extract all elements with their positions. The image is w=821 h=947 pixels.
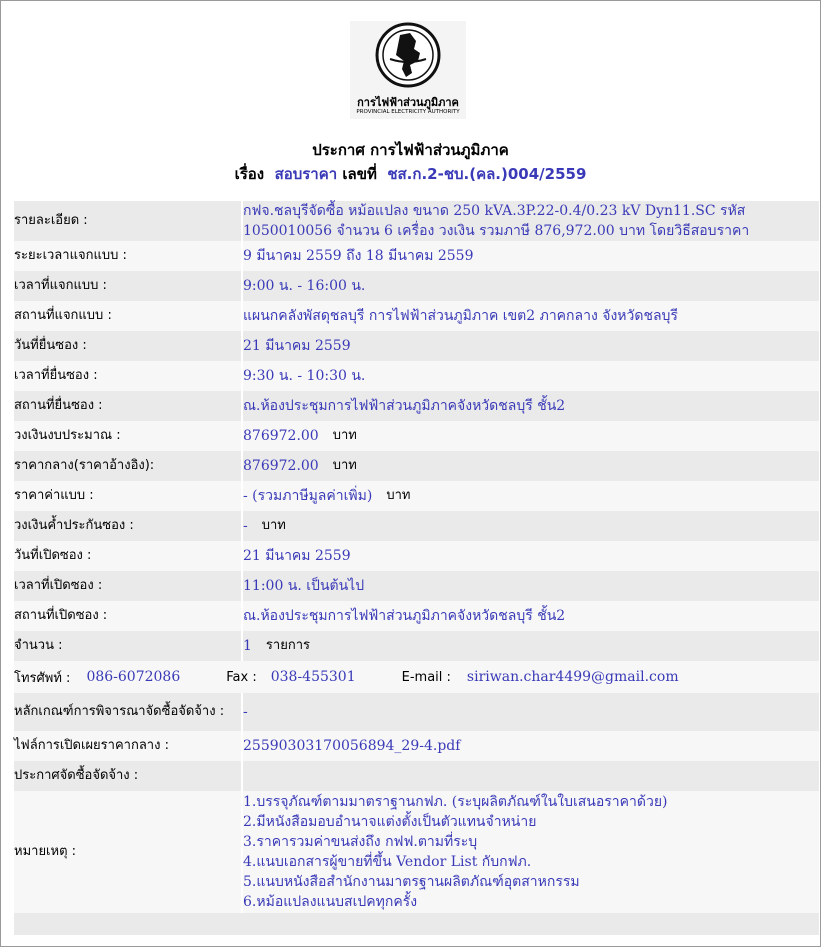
row-doc-price — [14, 481, 819, 511]
value-doc-price — [243, 481, 819, 511]
label-doc-price: ราคาค่าแบบ : — [14, 488, 94, 503]
pea-logo — [350, 21, 466, 119]
label-price-file: ไฟล์การเปิดเผยราคากลาง : — [14, 738, 169, 753]
email-link[interactable]: siriwan.char4499@gmail.com — [466, 669, 679, 685]
value-procurement — [243, 761, 819, 791]
note-item: 1.บรรจุภัณฑ์ตามมาตราฐานกฟภ. (ระบุผลิตภัณฑ์ในใบเสนอราคาด้วย) — [243, 794, 668, 810]
guarantee-unit: บาท — [261, 518, 286, 533]
value-submit-date: 21 มีนาคม 2559 — [243, 338, 351, 354]
row-open-date — [14, 541, 819, 571]
row-price-file — [14, 731, 819, 761]
note-item: 2.มีหนังสือมอบอำนาจแต่งตั้งเป็นตัวแทนจำหน่าย — [243, 814, 537, 830]
label-quantity: จำนวน : — [14, 638, 63, 653]
label-open-time: เวลาที่เปิดซอง : — [14, 578, 103, 593]
subject-label: เรื่อง — [234, 165, 265, 183]
label-budget: วงเงินงบประมาณ : — [14, 428, 121, 443]
row-contact — [14, 661, 819, 693]
row-open-time — [14, 571, 819, 601]
label-notes: หมายเหตุ : — [14, 844, 77, 859]
page-title: ประกาศ การไฟฟ้าส่วนภูมิภาค — [312, 141, 509, 159]
number-label: เลขที่ — [342, 165, 377, 183]
fax-label: Fax : — [226, 669, 257, 685]
note-item: 4.แนบเอกสารผู้ขายที่ขึ้น Vendor List กับกฟภ. — [243, 854, 532, 870]
value-open-time: 11:00 น. เป็นต้นไป — [243, 578, 365, 594]
value-budget — [243, 421, 819, 451]
value-submit-place: ณ.ห้องประชุมการไฟฟ้าส่วนภูมิภาคจังหวัดชลบุรี ชั้น2 — [243, 398, 566, 414]
notes-list — [243, 792, 668, 912]
row-dist-time — [14, 271, 819, 301]
value-criteria: - — [243, 704, 248, 720]
guarantee-amount: - — [243, 518, 248, 534]
row-submit-time — [14, 361, 819, 391]
label-submit-time: เวลาที่ยื่นซอง : — [14, 368, 98, 383]
row-submit-date — [14, 331, 819, 361]
ref-price-unit: บาท — [332, 458, 357, 473]
price-file-link[interactable]: 25590303170056894_29-4.pdf — [243, 738, 461, 754]
ref-price-amount: 876972.00 — [243, 458, 319, 474]
number-value: ชส.ก.2-ชบ.(คล.)004/2559 — [387, 165, 587, 183]
value-dist-period: 9 มีนาคม 2559 ถึง 18 มีนาคม 2559 — [243, 248, 474, 264]
value-dist-place: แผนกคลังพัสดุชลบุรี การไฟฟ้าส่วนภูมิภาค เขต2 ภาคกลาง จังหวัดชลบุรี — [243, 308, 678, 324]
row-dist-period — [14, 241, 819, 271]
doc-price-amount: - (รวมภาษีมูลค่าเพิ่ม) — [243, 488, 373, 504]
row-notes — [14, 791, 819, 913]
row-procurement — [14, 761, 819, 791]
label-submit-date: วันที่ยื่นซอง : — [14, 338, 87, 353]
label-guarantee: วงเงินค้ำประกันซอง : — [14, 518, 134, 533]
value-submit-time: 9:30 น. - 10:30 น. — [243, 368, 366, 384]
logo-org-thai: การไฟฟ้าส่วนภูมิภาค — [357, 96, 459, 109]
row-detail — [14, 201, 819, 241]
row-dist-place — [14, 301, 819, 331]
row-submit-place — [14, 391, 819, 421]
email-label: E-mail : — [401, 669, 451, 685]
subject-line — [0, 162, 821, 186]
label-open-place: สถานที่เปิดซอง : — [14, 608, 108, 623]
label-open-date: วันที่เปิดซอง : — [14, 548, 92, 563]
label-dist-place: สถานที่แจกแบบ : — [14, 308, 112, 323]
label-detail: รายละเอียด : — [14, 213, 88, 228]
row-budget — [14, 421, 819, 451]
note-item: 3.ราคารวมค่าขนส่งถึง กฟฟ.ตามที่ระบุ — [243, 834, 478, 850]
label-dist-period: ระยะเวลาแจกแบบ : — [14, 248, 127, 263]
detail-table — [14, 201, 819, 935]
row-open-place — [14, 601, 819, 631]
phone-value: 086-6072086 — [86, 669, 181, 685]
fax-value: 038-455301 — [270, 669, 356, 685]
note-item: 6.หม้อแปลงแนบสเปคทุกครั้ง — [243, 894, 418, 910]
label-procurement: ประกาศจัดซื้อจัดจ้าง : — [14, 768, 139, 783]
label-submit-place: สถานที่ยื่นซอง : — [14, 398, 103, 413]
budget-amount: 876972.00 — [243, 428, 319, 444]
logo-org-english: PROVINCIAL ELECTRICITY AUTHORITY — [356, 109, 460, 115]
value-open-place: ณ.ห้องประชุมการไฟฟ้าส่วนภูมิภาคจังหวัดชลบุรี ชั้น2 — [243, 608, 566, 624]
value-open-date: 21 มีนาคม 2559 — [243, 548, 351, 564]
value-guarantee — [243, 511, 819, 541]
row-ref-price — [14, 451, 819, 481]
row-criteria — [14, 693, 819, 731]
doc-price-unit: บาท — [386, 488, 411, 503]
value-detail: กฟจ.ชลบุรีจัดซื้อ หม้อแปลง ขนาด 250 kVA.3P.22-0.4/0.23 kV Dyn11.SC รหัส 1050010056 จำนวน 6 เครื่อง วงเงิน รวมภาษี 876,972.00 บาท โดยวิธีสอบราคา — [243, 203, 750, 239]
quantity-amount: 1 — [243, 638, 252, 654]
phone-label: โทรศัพท์ : — [14, 670, 71, 686]
value-dist-time: 9:00 น. - 16:00 น. — [243, 278, 366, 294]
row-quantity — [14, 631, 819, 661]
quantity-unit: รายการ — [265, 638, 310, 653]
note-item: 5.แนบหนังสือสำนักงานมาตรฐานผลิตภัณฑ์อุตสาหกรรม — [243, 874, 580, 890]
contact-line — [14, 661, 819, 693]
subject-value: สอบราคา — [274, 165, 338, 183]
row-guarantee — [14, 511, 819, 541]
value-notes — [243, 791, 819, 913]
value-quantity — [243, 631, 819, 661]
label-ref-price: ราคากลาง(ราคาอ้างอิง): — [14, 458, 155, 473]
label-dist-time: เวลาที่แจกแบบ : — [14, 278, 107, 293]
label-criteria: หลักเกณฑ์การพิจารณาจัดซื้อจัดจ้าง : — [14, 704, 225, 719]
pea-emblem-icon — [350, 21, 466, 93]
row-footer-blank — [14, 913, 819, 935]
value-ref-price — [243, 451, 819, 481]
budget-unit: บาท — [332, 428, 357, 443]
